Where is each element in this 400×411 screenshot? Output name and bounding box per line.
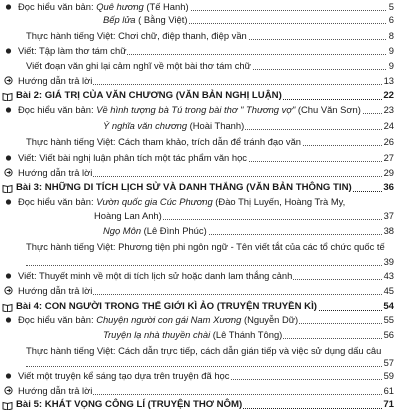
toc-entry[interactable]: [0, 327, 400, 341]
bullet-dot-icon: [4, 371, 13, 380]
toc-page-number: 23: [383, 104, 394, 115]
toc-page-number: 59: [383, 370, 394, 381]
toc-entry[interactable]: [0, 73, 400, 87]
toc-entry-label: Đọc hiểu văn bản:: [18, 1, 97, 12]
toc-entry-text: [18, 370, 230, 381]
toc-entry[interactable]: [0, 312, 400, 326]
toc-entry-label: Bài 5: KHÁT VỌNG CÔNG LÍ (TRUYỆN THƠ NÔM): [16, 399, 243, 410]
toc-entry[interactable]: [0, 43, 400, 57]
toc-entry-text: [18, 152, 248, 163]
toc-entry[interactable]: [0, 355, 400, 369]
bullet-dot-icon: [4, 153, 13, 162]
toc-entry-label: Hướng dẫn trả lời: [18, 385, 93, 396]
toc-entry-text: [103, 329, 283, 340]
arrow-right-icon: [4, 386, 13, 395]
toc-entry-label: Bài 4: CON NGƯỜI TRONG THẾ GIỚI KÌ ẢO (TRUYỆN TRUYỀN KÌ): [16, 301, 317, 312]
toc-entry[interactable]: [0, 239, 400, 253]
toc-entry[interactable]: [0, 28, 400, 42]
toc-entry-text: [103, 225, 208, 236]
toc-page-number: 9: [388, 45, 394, 56]
toc-entry-title: Vườn quốc gia Cúc Phương: [96, 196, 213, 207]
toc-entry-text: [16, 90, 283, 101]
toc-entry-author: (Đào Thị Luyến, Hoàng Trà My,: [212, 196, 346, 207]
toc-entry-label: Bài 3: NHỮNG DI TÍCH LỊCH SỬ VÀ DANH THẮNG (VĂN BẢN THÔNG TIN): [16, 182, 352, 193]
toc-entry-label: Viết một truyện kể sáng tạo dựa trên truyện đã học: [18, 370, 230, 381]
toc-page-number: 27: [383, 152, 394, 163]
toc-entry[interactable]: [0, 102, 400, 116]
toc-page-number: 55: [383, 314, 394, 325]
toc-entry-label: Viết: Viết bài nghị luận phân tích một tác phẩm văn học: [18, 152, 247, 163]
toc-entry-author: (Tế Hanh): [143, 1, 189, 12]
toc-page-number: 36: [383, 182, 394, 193]
toc-entry-label: Bài 2: GIÁ TRỊ CỦA VĂN CHƯƠNG (VĂN BẢN NGHỊ LUẬN): [16, 90, 282, 101]
toc-entry[interactable]: [0, 134, 400, 148]
toc-entry[interactable]: [0, 254, 400, 268]
toc-entry-author: (Chu Văn Sơn): [295, 104, 361, 115]
dot-leader: [26, 366, 386, 367]
toc-page-number: 13: [383, 75, 394, 86]
toc-entry-title: Ý nghĩa văn chương: [103, 120, 188, 131]
toc-entry[interactable]: [0, 150, 400, 164]
toc-entry-author: (Lê Đình Phúc): [141, 225, 207, 236]
toc-entry-label: Viết: Thuyết minh về một di tích lịch sử hoặc danh lam thắng cảnh: [18, 270, 293, 281]
bullet-dot-icon: [4, 2, 13, 11]
dot-leader: [26, 265, 386, 266]
toc-page-number: 26: [383, 136, 394, 147]
toc-entry-text: [103, 14, 188, 25]
toc-lesson-heading[interactable]: [0, 299, 400, 313]
toc-entry-text: [26, 60, 252, 71]
toc-entry-label: Thực hành tiếng Việt: Chơi chữ, điệp thanh, điệp vần: [26, 30, 247, 41]
toc-entry[interactable]: [0, 268, 400, 282]
toc-entry-label: Hướng dẫn trả lời: [18, 167, 93, 178]
toc-entry[interactable]: [0, 223, 400, 237]
book-icon: [2, 92, 13, 101]
toc-page-number: 22: [383, 90, 394, 101]
toc-entry[interactable]: [0, 208, 400, 222]
toc-entry-text: [26, 30, 248, 41]
toc-entry-text: [18, 45, 127, 56]
arrow-right-icon: [4, 168, 13, 177]
toc-entry-text: [16, 301, 318, 312]
toc-entry-title: Bếp lửa: [103, 14, 136, 25]
toc-entry-text: [18, 104, 362, 115]
toc-page-number: 29: [383, 167, 394, 178]
toc-page-number: 54: [383, 301, 394, 312]
toc-entry[interactable]: [0, 58, 400, 72]
toc-entry-text: [18, 75, 93, 86]
toc-entry[interactable]: [0, 165, 400, 179]
toc-lesson-heading[interactable]: [0, 88, 400, 102]
toc-page-number: 5: [388, 1, 394, 12]
toc-entry-text: [18, 270, 293, 281]
toc-entry-label: Hoàng Lan Anh): [94, 210, 162, 221]
toc-entry-text: [18, 385, 93, 396]
toc-lesson-heading[interactable]: [0, 180, 400, 194]
toc-entry-label: Viết đoạn văn ghi lại cảm nghĩ về một bài thơ tám chữ: [26, 60, 251, 71]
toc-page-number: 61: [383, 385, 394, 396]
toc-entry[interactable]: [0, 12, 400, 26]
toc-entry-label: Hướng dẫn trả lời: [18, 285, 93, 296]
toc-entry-label: Thực hành tiếng Việt: Cách dẫn trực tiếp, cách dẫn gián tiếp và việc sử dụng dấu câu: [26, 345, 382, 356]
bullet-dot-icon: [4, 105, 13, 114]
toc-entry-text: [26, 136, 302, 147]
toc-page-number: 6: [388, 14, 394, 25]
bullet-dot-icon: [4, 197, 13, 206]
toc-entry-label: Đọc hiểu văn bản:: [18, 104, 97, 115]
toc-page-number: 71: [383, 399, 394, 410]
toc-page-number: 57: [383, 357, 394, 368]
arrow-right-icon: [4, 286, 13, 295]
toc-page-number: 24: [383, 120, 394, 131]
toc-entry-author: (Lê Thánh Tông): [210, 329, 283, 340]
toc-page-number: 37: [383, 210, 394, 221]
toc-entry-title: Quê hương: [96, 1, 144, 12]
toc-entry[interactable]: [0, 194, 400, 208]
toc-entry-label: Thực hành tiếng Việt: Cách tham khảo, trích dẫn để tránh đạo văn: [26, 136, 302, 147]
book-icon: [2, 184, 13, 193]
toc-entry-text: [18, 285, 93, 296]
toc-entry[interactable]: [0, 383, 400, 397]
toc-entry-text: [16, 399, 243, 410]
toc-entry-label: Đọc hiểu văn bản:: [18, 196, 97, 207]
toc-entry-title: Về hình tượng bà Tú trong bài thơ " Thương vợ": [96, 104, 296, 115]
bullet-dot-icon: [4, 271, 13, 280]
bullet-dot-icon: [4, 46, 13, 55]
toc-entry-text: [26, 241, 386, 252]
arrow-right-icon: [4, 76, 13, 85]
toc-entry[interactable]: [0, 368, 400, 382]
toc-entry-author: ( Bằng Việt): [135, 14, 188, 25]
toc-entry-text: [16, 182, 353, 193]
toc-entry-label: Thực hành tiếng Việt: Phương tiện phi ngôn ngữ - Tên viết tắt của các tổ chức quốc tế: [26, 241, 385, 252]
toc-entry[interactable]: [0, 283, 400, 297]
toc-entry-title: Truyện lạ nhà thuyền chài: [103, 329, 211, 340]
toc-page-number: 38: [383, 225, 394, 236]
toc-entry-label: Viết: Tập làm thơ tám chữ: [18, 45, 127, 56]
toc-entry-title: Chuyện người con gái Nam Xương: [96, 314, 242, 325]
toc-entry-text: [94, 210, 163, 221]
toc-page-number: 39: [383, 256, 394, 267]
toc-entry-title: Ngọ Môn: [103, 225, 142, 236]
toc-entry-label: Hướng dẫn trả lời: [18, 75, 93, 86]
toc-entry-author: (Hoài Thanh): [187, 120, 245, 131]
toc-entry-author: (Nguyễn Dữ): [241, 314, 299, 325]
book-icon: [2, 401, 13, 410]
toc-lesson-heading[interactable]: [0, 397, 400, 411]
toc-entry-text: [103, 120, 245, 131]
toc-entry[interactable]: [0, 118, 400, 132]
toc-entry-text: [18, 314, 299, 325]
book-icon: [2, 303, 13, 312]
toc-page-number: 45: [383, 285, 394, 296]
toc-entry-text: [18, 196, 346, 207]
toc-entry-label: Đọc hiểu văn bản:: [18, 314, 97, 325]
toc-page-number: 56: [383, 329, 394, 340]
toc-page-number: 9: [388, 60, 394, 71]
bullet-dot-icon: [4, 315, 13, 324]
toc-page-number: 43: [383, 270, 394, 281]
toc-page-number: 8: [388, 30, 394, 41]
toc-entry-text: [18, 1, 190, 12]
toc-entry-text: [18, 167, 93, 178]
